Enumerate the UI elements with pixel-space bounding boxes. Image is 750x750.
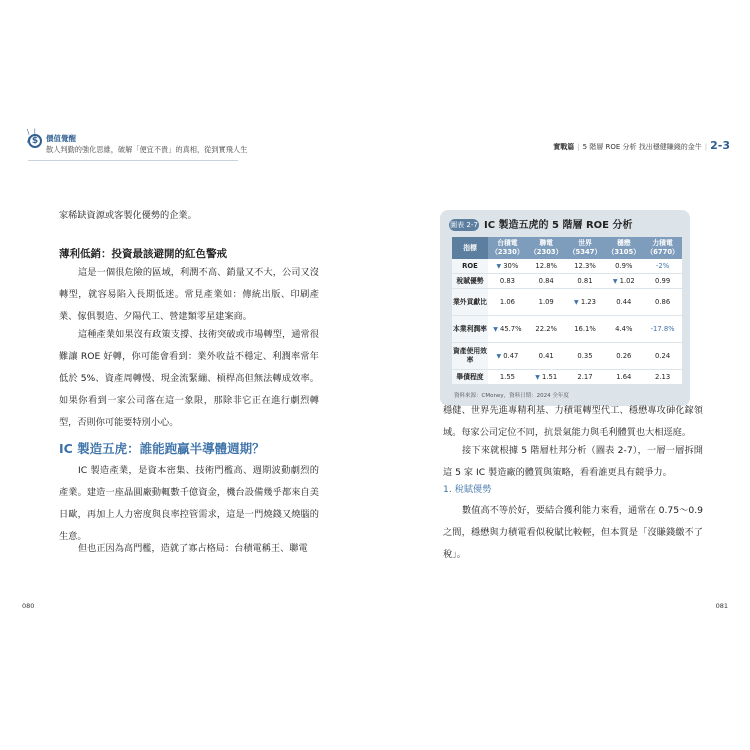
cell-value: 30%: [501, 262, 519, 270]
cell-value: 1.51: [539, 373, 558, 381]
table-cell: 0.83: [488, 274, 527, 289]
table-cell: [488, 259, 527, 274]
intro-text: 家稀缺資源或客製化優勢的企業。: [59, 210, 197, 221]
company-header: [566, 237, 605, 259]
table-cell: [527, 370, 566, 385]
table-cell: -17.8%: [643, 316, 682, 343]
table-cell: [604, 274, 643, 289]
header-separator: |: [704, 143, 708, 151]
company-name: 力積電: [652, 239, 673, 247]
chapter-label: 實戰篇: [553, 143, 575, 151]
table-cell: 0.24: [643, 343, 682, 370]
cell-value: 45.7%: [497, 325, 522, 333]
figure-source: 資料來源：CMoney，資料日期：2024 全年度: [454, 393, 569, 399]
series-title: 價值覺醒: [46, 134, 76, 143]
company-code: （6770）: [646, 248, 679, 256]
table-cell: [488, 316, 527, 343]
table-header-row: [452, 237, 682, 259]
figure-tag: 圖表 2-7: [450, 221, 478, 229]
running-header-right: [553, 139, 730, 152]
subsection-heading: 1. 稅賦優勢: [443, 484, 492, 495]
table-cell: 0.26: [604, 343, 643, 370]
chapter-title: 5 階層 ROE 分析 找出穩健賺錢的金牛: [582, 143, 702, 151]
table-cell: 1.55: [488, 370, 527, 385]
table-row: [452, 289, 682, 316]
roe-table: [452, 237, 682, 385]
row-label: 業外貢獻比: [452, 289, 488, 316]
table-row: [452, 343, 682, 370]
table-corner-header: 指標: [452, 237, 488, 259]
down-triangle-icon: ▼: [574, 299, 579, 306]
book-logo: [27, 128, 42, 160]
paragraph: 數值高不等於好，要結合獲利能力來看，通常在 0.75～0.9 之間，穩懋與力積電看似稅賦比較輕，但本質是「沒賺錢繳不了稅」。: [443, 505, 703, 560]
company-header: [527, 237, 566, 259]
table-row: [452, 259, 682, 274]
company-name: 穩懋: [616, 239, 631, 247]
row-label: 舉債程度: [452, 370, 488, 385]
down-triangle-icon: ▼: [612, 278, 618, 285]
paragraph: 穩健、世界先進專精利基、力積電轉型代工、穩懋專攻砷化鎵領域。每家公司定位不同，抗景氣能力與毛利體質也大相逕庭。: [443, 405, 703, 438]
company-code: （5347）: [568, 248, 602, 256]
company-code: （3105）: [607, 248, 641, 256]
table-cell: 12.8%: [527, 259, 566, 274]
section-heading-blue: IC 製造五虎：誰能跑贏半導體週期？: [59, 441, 265, 456]
table-cell: 0.44: [604, 289, 643, 316]
sparkle-icon: \ | /: [27, 128, 37, 144]
table-cell: 1.64: [604, 370, 643, 385]
row-label: 本業利潤率: [452, 316, 488, 343]
table-cell: [566, 289, 605, 316]
company-name: 台積電: [497, 239, 518, 247]
table-cell: 0.9%: [604, 259, 643, 274]
table-cell: 4.4%: [604, 316, 643, 343]
cell-value: 1.02: [617, 277, 635, 285]
figure-title: IC 製造五虎的 5 階層 ROE 分析: [484, 220, 633, 231]
table-cell: 1.09: [527, 289, 566, 316]
table-cell: [488, 343, 527, 370]
row-label: 資產使用效率: [452, 343, 488, 370]
table-row: [452, 274, 682, 289]
paragraph: 這是一個很危險的區域，利潤不高、銷量又不大，公司又沒轉型，就容易陷入長期低迷。常見產業如：傳統出版、印刷產業、傢俱製造、夕陽代工、營建類零星建案商。: [59, 267, 319, 322]
table-cell: 0.84: [527, 274, 566, 289]
header-separator: |: [577, 143, 580, 151]
company-name: 聯電: [539, 239, 553, 247]
table-row: [452, 316, 682, 343]
company-header: [643, 237, 682, 259]
series-subtitle: 散人判勤的強化思維，破解「便宜不貴」的真相，從到實飛人生: [46, 145, 248, 154]
table-cell: 0.81: [566, 274, 605, 289]
table-row: [452, 370, 682, 385]
company-name: 世界: [578, 239, 592, 247]
table-cell: 0.99: [643, 274, 682, 289]
paragraph: 但也正因為高門檻，造就了寡占格局：台積電稱王、聯電: [78, 543, 308, 554]
table-cell: 0.86: [643, 289, 682, 316]
running-header-left: [46, 133, 247, 155]
paragraph: IC 製造產業，是資本密集、技術門檻高、週期波動劇烈的產業。建造一座晶圓廠動輒數千億資金，機台設備幾乎都來自美日歐，再加上人力密度與良率控管需求，這是一門燒錢又燒腦的生意。: [59, 465, 319, 542]
company-header: [604, 237, 643, 259]
table-cell: 0.35: [566, 343, 605, 370]
cell-value: 1.23: [578, 298, 596, 306]
down-triangle-icon: ▼: [493, 326, 498, 333]
company-code: （2330）: [491, 248, 524, 256]
table-cell: 2.17: [566, 370, 605, 385]
cell-value: 0.47: [501, 352, 519, 360]
down-triangle-icon: ▼: [496, 263, 502, 270]
company-header: [488, 237, 527, 259]
paragraph: 這種產業如果沒有政策支撐、技術突破或市場轉型，通常很難讓 ROE 好轉，你可能會看到：業外收益不穩定、利潤率常年低於 5%、資產周轉慢、現金流緊繃、槓桿高但無法轉成效率。如果你看到一家公司落在這一象限，那除非它正在進行劇烈轉型，否則你可能要特別小心。: [59, 329, 319, 428]
table-cell: 2.13: [643, 370, 682, 385]
row-label: ROE: [452, 259, 488, 274]
header-divider: [28, 160, 238, 161]
page-number-right: 081: [715, 602, 728, 610]
row-label: 稅賦優勢: [452, 274, 488, 289]
down-triangle-icon: ▼: [496, 353, 502, 360]
company-code: （2303）: [529, 248, 563, 256]
down-triangle-icon: ▼: [535, 374, 540, 381]
paragraph: 接下來就根據 5 階層杜邦分析（圖表 2-7），一層一層拆開這 5 家 IC 製造廠的體質與策略，看看誰更具有競爭力。: [443, 445, 703, 478]
table-cell: 16.1%: [566, 316, 605, 343]
table-cell: 1.06: [488, 289, 527, 316]
table-cell: 0.41: [527, 343, 566, 370]
page-number-left: 080: [22, 602, 35, 610]
table-cell: 22.2%: [527, 316, 566, 343]
chapter-number: 2-3: [710, 139, 730, 152]
table-cell: -2%: [643, 259, 682, 274]
dollar-icon: $: [28, 134, 42, 148]
section-heading: 薄利低銷：投資最該避開的紅色警戒: [59, 248, 227, 260]
table-cell: 12.3%: [566, 259, 605, 274]
